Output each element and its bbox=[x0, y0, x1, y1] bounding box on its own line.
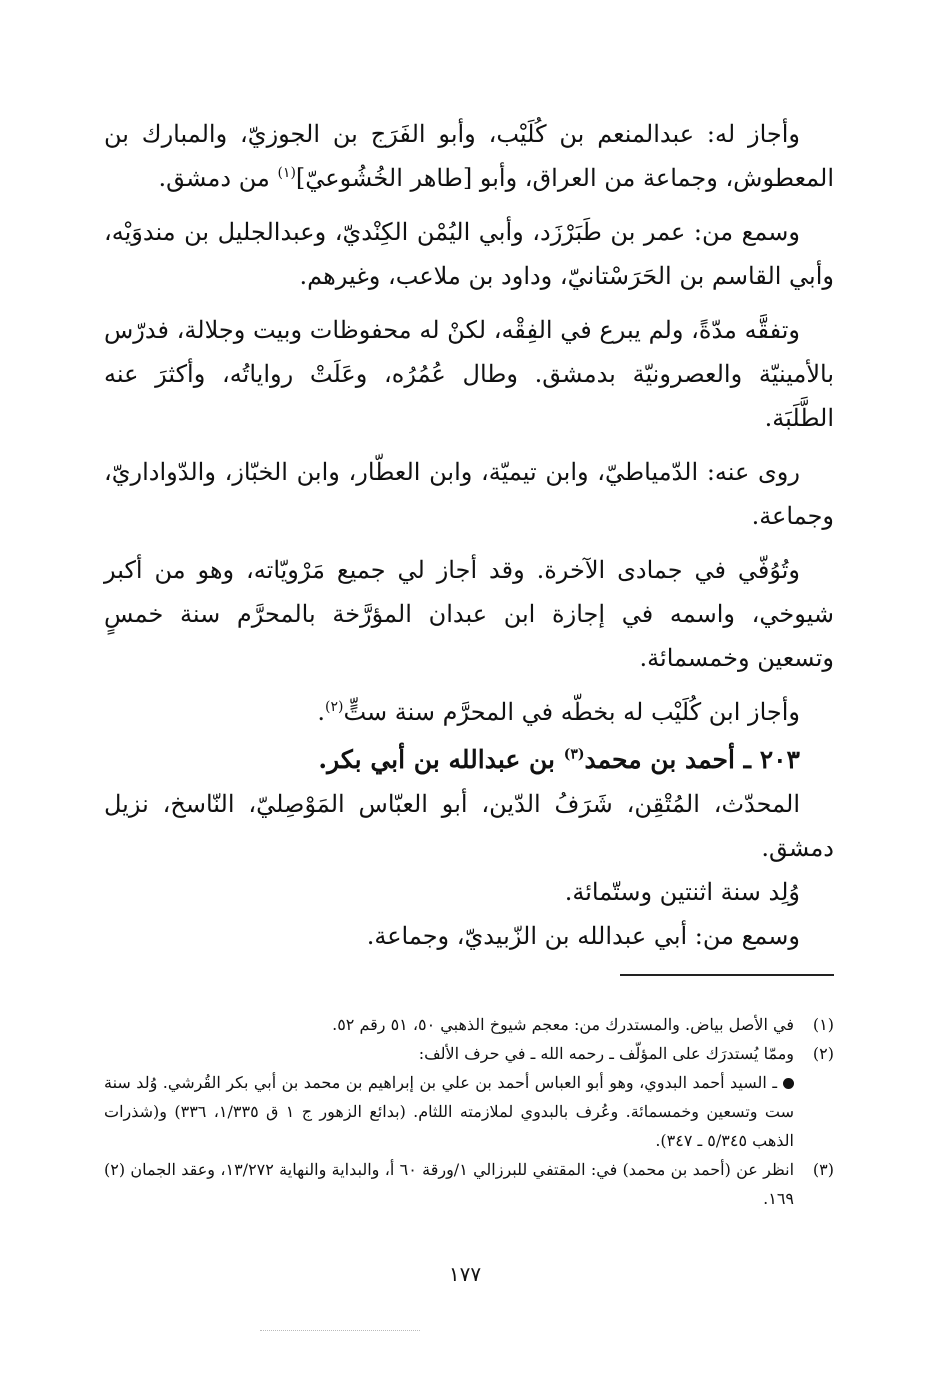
footnote-text: انظر عن (أحمد بن محمد) في: المقتفي للبرزالي ١/ورقة ٦٠ أ، والبداية والنهاية ١٣/٢٧٢، وعقد الجمان (٢) ١٦٩. bbox=[104, 1160, 795, 1208]
footnote-ref-3[interactable]: (٣) bbox=[563, 746, 585, 763]
footnote-separator bbox=[620, 974, 834, 976]
main-text bbox=[104, 112, 834, 958]
footnote-text: وممّا يُستدرَك على المؤلّف ـ رحمه الله ـ في حرف الألف: bbox=[418, 1044, 794, 1063]
paragraph-wafat: وتُوُفّي في جمادى الآخرة. وقد أجاز لي جميع مَرْويّاته، وهو من أكبر شيوخي، واسمه في إجازة ابن عبدان المؤرَّخة بالمحرَّم سنة خمسٍ وتسعين وخمسمائة. bbox=[104, 556, 834, 672]
paragraph-tafaqquh: وتفقَّه مدّةً، ولم يبرع في الفِقْه، لكنْ له محفوظات وبيت وجلالة، فدرّس بالأمينيّة والعصرونيّة بدمشق. وطال عُمُرُه، وعَلَتْ رواياتُه، وأكثرَ عنه الطَّلَبَة. bbox=[104, 316, 834, 432]
paragraph-wulid: وُلِد سنة اثنتين وستّمائة. bbox=[564, 878, 800, 906]
bullet-icon bbox=[783, 1078, 794, 1089]
entry-heading bbox=[104, 738, 834, 782]
paragraph-text-end: . bbox=[317, 698, 325, 726]
paragraph-text: وأجاز له: عبدالمنعم بن كُلَيْب، وأبو الفَرَج بن الجوزيّ، والمبارك بن المعطوش، وجماعة من العراق، وأبو [طاهر الخُشُوعيّ] bbox=[104, 120, 834, 192]
paragraph-samaa: وسمع من: عمر بن طَبَرْزَد، وأبي اليُمْن الكِنْديّ، وعبدالجليل بن مندوَيْه، وأبي القاسم بن الحَرَسْتانيّ، وداود بن ملاعب، وغيرهم. bbox=[104, 218, 834, 290]
footnote-number: (٢) bbox=[812, 1044, 834, 1063]
footnote-body bbox=[104, 1039, 794, 1155]
paragraph-rawa-anhu: روى عنه: الدّمياطيّ، وابن تيميّة، وابن العطّار، وابن الخبّاز، والدّواداريّ، وجماعة. bbox=[104, 458, 834, 530]
footnote-subentry-text: ـ السيد أحمد البدوي، وهو أبو العباس أحمد بن علي بن إبراهيم بن محمد بن أبي بكر القُرشي. وُلد سنة ست وتسعين وخمسمائة. وعُرف بالبدوي لملازمته اللثام. (بدائع الزهور ج ١ ق ١/٣٣٥، ٣٣٦) و(شذرات الذهب ٥/٣٤٥ ـ ٣٤٧). bbox=[104, 1073, 794, 1150]
page-number: ١٧٧ bbox=[448, 1262, 482, 1286]
paragraph-text: وأجاز ابن كُلَيْب له بخطّه في المحرَّم سنة ستٍّ bbox=[343, 698, 800, 726]
footnote-number: (١) bbox=[812, 1015, 834, 1034]
footnote-3 bbox=[104, 1155, 834, 1213]
footnote-ref-2[interactable]: (٢) bbox=[324, 699, 344, 715]
paragraph-samaa-2: وسمع من: أبي عبدالله بن الزّبيديّ، وجماعة. bbox=[366, 922, 800, 950]
paragraph-muhaddith: المحدّث، المُتْقِن، شَرَفُ الدّين، أبو العبّاس المَوْصِليّ، النّاسخ، نزيل دمشق. bbox=[104, 790, 834, 862]
paragraph-ijaza bbox=[104, 112, 834, 200]
footnote-text: في الأصل بياض. والمستدرك من: معجم شيوخ الذهبي ٥٠، ٥١ رقم ٥٢. bbox=[332, 1015, 794, 1034]
footnote-number: (٣) bbox=[812, 1160, 834, 1179]
entry-heading-text-end: بن عبدالله بن أبي بكر. bbox=[318, 745, 564, 774]
footnotes bbox=[104, 1010, 834, 1213]
scan-artifact bbox=[260, 1330, 420, 1333]
paragraph-text-end: من دمشق. bbox=[158, 164, 278, 192]
footnote-1 bbox=[104, 1010, 834, 1039]
footnote-ref-1[interactable]: (١) bbox=[277, 165, 296, 181]
footnote-subentry bbox=[104, 1068, 794, 1155]
footnote-2 bbox=[104, 1039, 834, 1155]
entry-heading-text: ٢٠٣ ـ أحمد بن محمد bbox=[584, 745, 800, 774]
paragraph-ijaza-kulayb bbox=[104, 690, 834, 734]
